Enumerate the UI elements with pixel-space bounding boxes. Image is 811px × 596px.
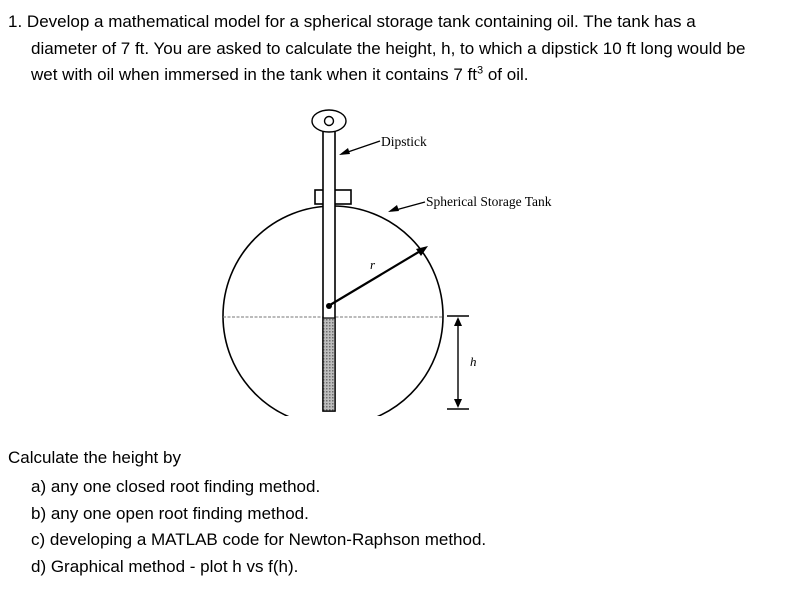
dipstick-handle-hole	[325, 117, 334, 126]
dipstick-wet-portion	[323, 318, 335, 411]
problem-line-2: diameter of 7 ft. You are asked to calculate the height, h, to which a dipstick 10 ft long would be	[31, 38, 746, 58]
dipstick-arrowhead	[339, 148, 350, 155]
cubic-superscript: 3	[477, 64, 484, 77]
task-item-c: c) developing a MATLAB code for Newton-Raphson method.	[31, 530, 487, 549]
height-arrow-up	[454, 317, 462, 326]
task-item-d: d) Graphical method - plot h vs f(h).	[31, 556, 299, 576]
task-item-b: b) any one open root finding method.	[31, 503, 309, 523]
tank-label: Spherical Storage Tank	[426, 194, 552, 209]
radius-label: r	[370, 257, 376, 272]
task-list	[31, 474, 486, 580]
sphere-center-dot	[326, 303, 332, 309]
problem-statement	[8, 9, 803, 89]
height-label: h	[470, 354, 477, 369]
problem-line-1: Develop a mathematical model for a spherical storage tank containing oil. The tank has a	[26, 12, 696, 31]
tasks-intro: Calculate the height by	[8, 448, 181, 467]
radius-line	[330, 250, 422, 305]
task-item-a: a) any one closed root finding method.	[31, 477, 321, 496]
height-arrow-down	[454, 399, 462, 408]
problem-line-3: wet with oil when immersed in the tank when it contains 7 $ft^3$ of oil.	[31, 64, 529, 84]
radius-arrowhead	[416, 246, 428, 256]
tank-arrowhead	[388, 205, 399, 212]
tank-diagram	[215, 106, 585, 416]
problem-number: 1.	[8, 12, 23, 31]
tank-diagram-svg	[215, 106, 585, 416]
dipstick-label: Dipstick	[381, 134, 427, 149]
